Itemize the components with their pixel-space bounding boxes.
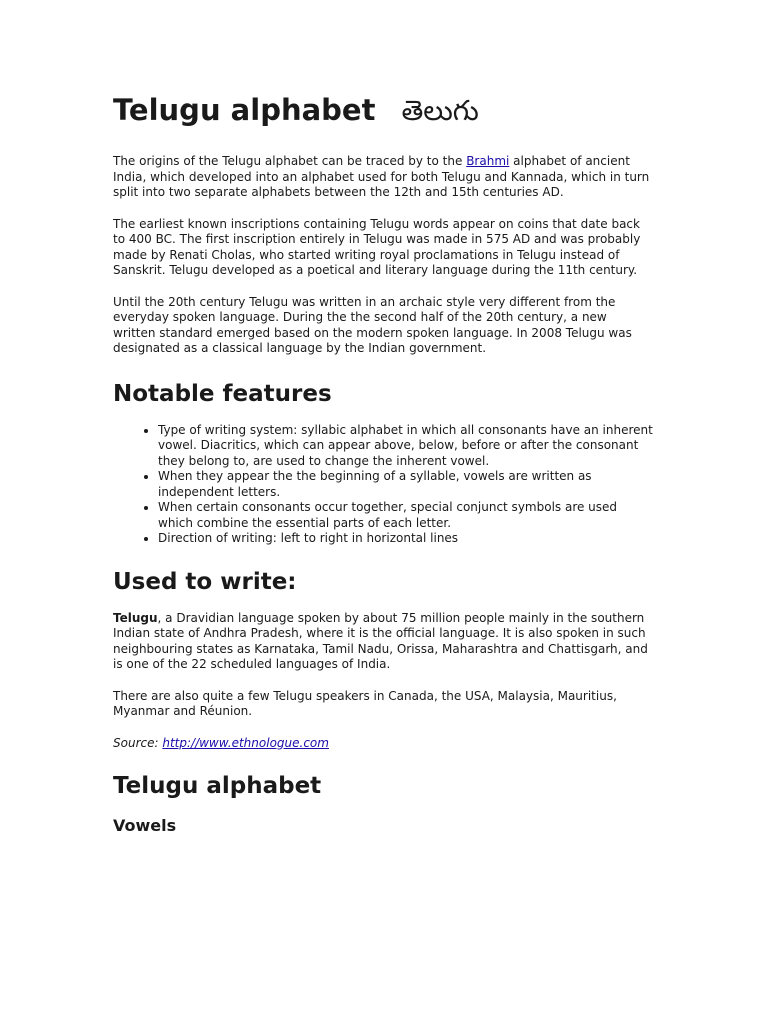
telugu-alphabet-heading: Telugu alphabet <box>113 773 322 799</box>
intro-paragraph-3: Until the 20th century Telugu was written in an archaic style very different from the everyday spoken language. During the the second half of the 20th century, a new written standard emerged based on the modern spoken language. In 2008 Telugu was designated as a classical language by the Indian government. <box>113 294 632 355</box>
page-title-text: Telugu alphabet <box>113 93 376 127</box>
list-item: • Direction of writing: left to right in horizontal lines <box>158 531 653 547</box>
list-item: • When certain consonants occur together, special conjunct symbols are used which combine the essential parts of each letter. <box>158 500 653 531</box>
intro-p1-text-before: The origins of the Telugu alphabet can be traced by to the <box>113 154 467 168</box>
page-title-telugu-script: తెలుగు <box>401 94 479 127</box>
source-label: Source: <box>113 735 163 750</box>
document-page <box>113 88 653 837</box>
features-list <box>113 423 653 547</box>
used-to-write-paragraph-2: There are also quite a few Telugu speakers in Canada, the USA, Malaysia, Mauritius, Myanmar and Réunion. <box>113 688 617 718</box>
intro-p1-text-after: alphabet of ancient India, which developed into an alphabet used for both Telugu and Kannada, which in turn split into two separate alphabets between the 12th and 15th centuries AD. <box>113 154 650 199</box>
used-to-write-heading: Used to write: <box>113 568 297 595</box>
intro-paragraph-1 <box>113 154 653 201</box>
brahmi-link[interactable]: Brahmi <box>466 154 510 168</box>
source-line <box>113 736 653 752</box>
ethnologue-link[interactable]: http://www.ethnologue.com <box>162 735 329 750</box>
list-item: • When they appear the the beginning of a syllable, vowels are written as independent letters. <box>158 469 653 500</box>
notable-features-heading: Notable features <box>113 380 332 407</box>
vowels-subheading: Vowels <box>113 816 177 835</box>
used-to-write-paragraph-1 <box>113 611 653 673</box>
list-item: • Type of writing system: syllabic alphabet in which all consonants have an inherent vowel. Diacritics, which can appear above, below, before or after the consonant they belong to, are used to change the inherent vowel. <box>158 423 653 470</box>
telugu-bold-term: Telugu <box>113 610 158 625</box>
intro-paragraph-2: The earliest known inscriptions containing Telugu words appear on coins that date back to 400 BC. The first inscription entirely in Telugu was made in 575 AD and was probably made by Renati Cholas, who started writing royal proclamations in Telugu instead of Sanskrit. Telugu developed as a poetical and literary language during the 11th century. <box>113 216 641 277</box>
page-title <box>113 88 653 133</box>
used-to-write-p1-text: , a Dravidian language spoken by about 75 million people mainly in the southern Indian state of Andhra Pradesh, where it is the official language. It is also spoken in such neighbouring states as Karnataka, Tamil Nadu, Orissa, Maharashtra and Chattisgarh, and is one of the 22 scheduled languages of India. <box>113 610 648 671</box>
